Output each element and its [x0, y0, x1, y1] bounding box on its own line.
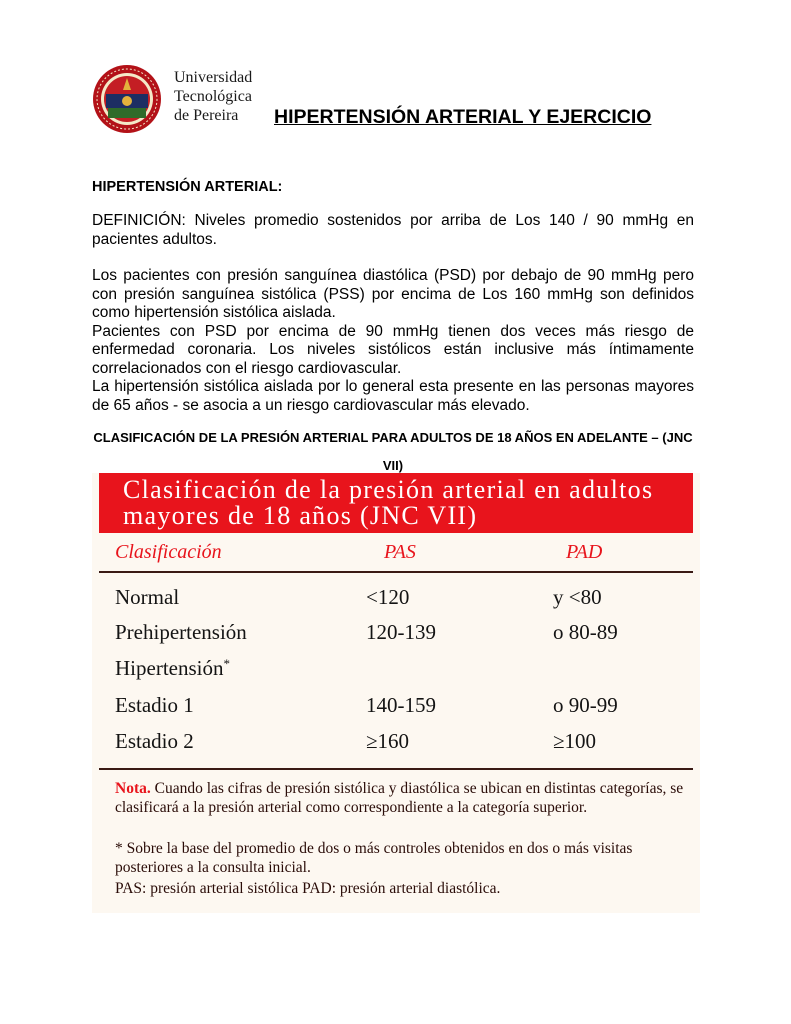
note-label: Nota.: [115, 780, 151, 797]
header-pas: PAS: [384, 541, 416, 563]
section-heading: HIPERTENSIÓN ARTERIAL:: [92, 179, 283, 195]
row-label: [115, 656, 230, 681]
row-label: Prehipertensión: [115, 620, 247, 644]
body-paragraphs: [92, 267, 694, 415]
table-row: [92, 729, 700, 759]
figure-abbreviations: PAS: presión arterial sistólica PAD: presión arterial diastólica.: [115, 880, 501, 897]
row-pas: ≥160: [366, 729, 410, 753]
footnote-marker: *: [223, 656, 230, 671]
table-bottom-rule: [99, 768, 693, 770]
row-label: Estadio 1: [115, 693, 194, 717]
banner-line-2: mayores de 18 años (JNC VII): [123, 501, 478, 530]
university-seal-icon: [92, 64, 162, 134]
definition-paragraph: [92, 212, 694, 249]
page-title: HIPERTENSIÓN ARTERIAL Y EJERCICIO: [274, 106, 652, 128]
paragraph-1: Los pacientes con presión sanguínea diastólica (PSD) por debajo de 90 mmHg pero con presión sanguínea sistólica (PSS) por encima de Los 160 mmHg son definidos como hipertensión sistólica aislada.: [92, 267, 694, 321]
row-pad: y <80: [553, 585, 602, 609]
definition-text: DEFINICIÓN: Niveles promedio sostenidos por arriba de Los 140 / 90 mmHg en pacientes adultos.: [92, 212, 694, 248]
header-pad: PAD: [566, 541, 603, 563]
header-rule: [99, 571, 693, 573]
paragraph-2: Pacientes con PSD por encima de 90 mmHg tienen dos veces más riesgo de enfermedad coronaria. Los niveles sistólicos están inclusive más íntimamente correlacionados con el riesgo cardiovascular.: [92, 322, 694, 377]
header-clasificacion: Clasificación: [115, 541, 222, 563]
table-row: [92, 585, 700, 615]
figure-footnote: * Sobre la base del promedio de dos o más controles obtenidos en dos o más visitas posteriores a la consulta inicial.: [115, 840, 633, 876]
row-pas: 140-159: [366, 693, 436, 717]
row-label: Estadio 2: [115, 729, 194, 753]
figure-banner: [99, 473, 693, 533]
row-pas: 120-139: [366, 620, 436, 644]
figure-note: [115, 779, 685, 817]
row-pad: o 80-89: [553, 620, 618, 644]
row-pad: ≥100: [553, 729, 597, 753]
banner-line-1: Clasificación de la presión arterial en adultos: [123, 475, 654, 504]
row-label: Normal: [115, 585, 180, 609]
figure-caption: CLASIFICACIÓN DE LA PRESIÓN ARTERIAL PARA ADULTOS DE 18 AÑOS EN ADELANTE – (JNC VII): [93, 430, 693, 473]
logo-line-2: Tecnológica: [174, 88, 252, 105]
row-pas: <120: [366, 585, 410, 609]
logo-line-1: Universidad: [174, 69, 253, 86]
table-row: [92, 656, 700, 686]
logo-line-3: de Pereira: [174, 107, 239, 124]
jnc-classification-figure: [92, 473, 700, 913]
university-logo: [92, 62, 272, 136]
row-label-text: Hipertensión: [115, 656, 224, 680]
paragraph-3: La hipertensión sistólica aislada por lo general esta presente en las personas mayores de 65 años - se asocia a un riesgo cardiovascular más elevado.: [92, 378, 694, 414]
university-name: [174, 68, 252, 125]
row-pad: o 90-99: [553, 693, 618, 717]
table-row: [92, 620, 700, 650]
note-text: Cuando las cifras de presión sistólica y diastólica se ubican en distintas categorías, se clasificará a la presión arterial como correspondiente a la categoría superior.: [115, 780, 684, 816]
table-row: [92, 693, 700, 723]
